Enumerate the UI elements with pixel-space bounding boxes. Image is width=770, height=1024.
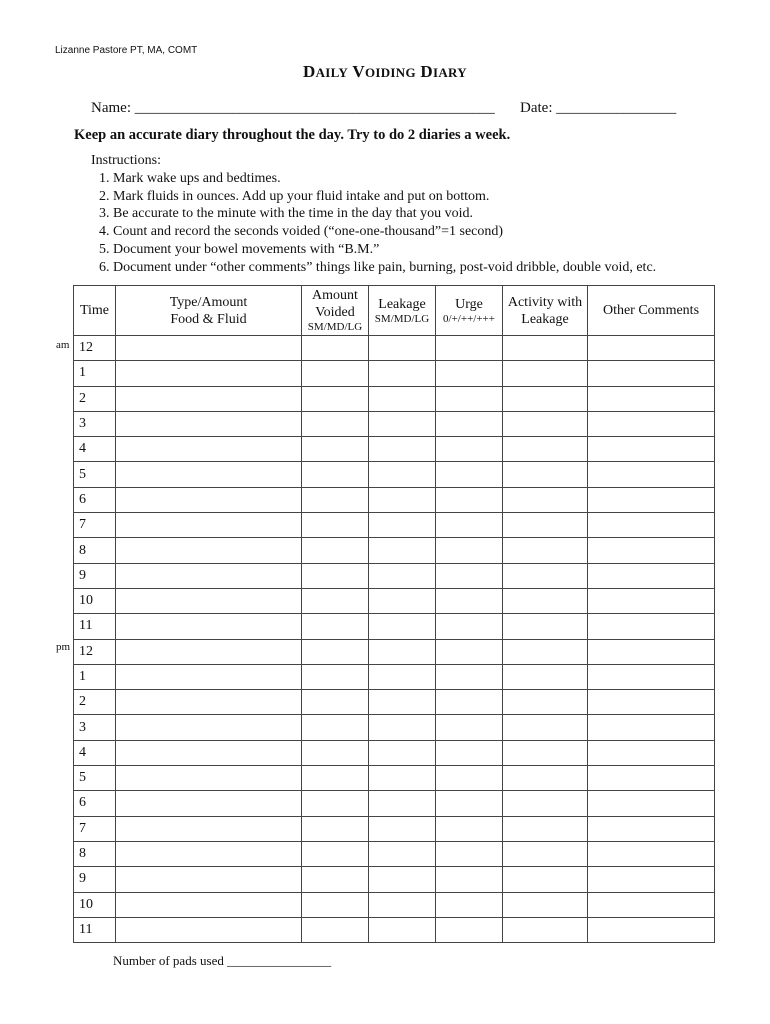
activity-cell[interactable] [503,386,588,411]
instruction-item: 6. Document under “other comments” things like pain, burning, post-void dribble, double void, etc. [113,259,656,277]
urge-cell[interactable] [436,917,503,942]
hour-cell: 9 [74,563,116,588]
other-comments-cell[interactable] [588,639,715,664]
instructions-heading: Instructions: [91,153,161,168]
hour-cell: 6 [74,487,116,512]
table-header-row [74,286,715,336]
type-amount-cell[interactable] [116,917,302,942]
other-comments-cell[interactable] [588,841,715,866]
leakage-cell[interactable] [369,361,436,386]
urge-cell[interactable] [436,715,503,740]
hour-cell: 4 [74,437,116,462]
type-amount-cell[interactable] [116,816,302,841]
leakage-cell[interactable] [369,664,436,689]
amount-voided-cell[interactable] [302,437,369,462]
type-amount-cell[interactable] [116,740,302,765]
activity-cell[interactable] [503,841,588,866]
table-row [74,791,715,816]
amount-voided-cell[interactable] [302,639,369,664]
col-activity: Activity with Leakage [503,286,588,336]
other-comments-cell[interactable] [588,892,715,917]
type-amount-cell[interactable] [116,487,302,512]
type-amount-cell[interactable] [116,766,302,791]
pads-used-field[interactable]: Number of pads used ________________ [113,953,332,968]
activity-cell[interactable] [503,639,588,664]
urge-cell[interactable] [436,361,503,386]
type-amount-cell[interactable] [116,538,302,563]
amount-voided-cell[interactable] [302,892,369,917]
author-credit: Lizanne Pastore PT, MA, COMT [55,45,198,56]
activity-cell[interactable] [503,361,588,386]
col-time: Time [74,286,116,336]
activity-cell[interactable] [503,563,588,588]
amount-voided-cell[interactable] [302,715,369,740]
table-row [74,336,715,361]
other-comments-cell[interactable] [588,386,715,411]
table-row [74,361,715,386]
urge-cell[interactable] [436,690,503,715]
amount-voided-cell[interactable] [302,588,369,613]
other-comments-cell[interactable] [588,715,715,740]
other-comments-cell[interactable] [588,487,715,512]
amount-voided-cell[interactable] [302,336,369,361]
pm-label: pm [56,641,71,653]
table-row [74,538,715,563]
hour-cell: 9 [74,867,116,892]
other-comments-cell[interactable] [588,664,715,689]
instruction-item: 2. Mark fluids in ounces. Add up your fluid intake and put on bottom. [113,188,656,206]
voiding-diary-table [73,285,715,943]
instruction-item: 3. Be accurate to the minute with the time in the day that you void. [113,205,656,223]
table-row [74,411,715,436]
other-comments-cell[interactable] [588,614,715,639]
type-amount-cell[interactable] [116,715,302,740]
table-row [74,892,715,917]
hour-cell: 1 [74,664,116,689]
leakage-cell[interactable] [369,892,436,917]
hour-cell: 2 [74,386,116,411]
leakage-cell[interactable] [369,740,436,765]
urge-cell[interactable] [436,639,503,664]
page-title: DAILY VOIDING DIARY [303,62,467,81]
type-amount-cell[interactable] [116,867,302,892]
table-row [74,690,715,715]
activity-cell[interactable] [503,437,588,462]
urge-cell[interactable] [436,614,503,639]
type-amount-cell[interactable] [116,892,302,917]
hour-cell: 3 [74,715,116,740]
leakage-cell[interactable] [369,791,436,816]
other-comments-cell[interactable] [588,588,715,613]
type-amount-cell[interactable] [116,513,302,538]
leakage-cell[interactable] [369,513,436,538]
hour-cell: 12 [74,639,116,664]
table-row [74,462,715,487]
leakage-cell[interactable] [369,563,436,588]
leakage-cell[interactable] [369,766,436,791]
activity-cell[interactable] [503,513,588,538]
table-row [74,639,715,664]
activity-cell[interactable] [503,336,588,361]
other-comments-cell[interactable] [588,513,715,538]
leakage-cell[interactable] [369,386,436,411]
leakage-cell[interactable] [369,639,436,664]
table-body [74,336,715,943]
table-row [74,513,715,538]
activity-cell[interactable] [503,664,588,689]
amount-voided-cell[interactable] [302,538,369,563]
hour-cell: 11 [74,917,116,942]
urge-cell[interactable] [436,791,503,816]
other-comments-cell[interactable] [588,437,715,462]
hour-cell: 7 [74,816,116,841]
am-label: am [56,339,70,351]
leakage-cell[interactable] [369,462,436,487]
other-comments-cell[interactable] [588,867,715,892]
activity-cell[interactable] [503,740,588,765]
col-type-amount: Type/Amount Food & Fluid [116,286,302,336]
name-field[interactable]: Name: ________________________________________________ [91,100,495,116]
activity-cell[interactable] [503,588,588,613]
amount-voided-cell[interactable] [302,614,369,639]
other-comments-cell[interactable] [588,816,715,841]
date-field[interactable]: Date: ________________ [520,100,677,116]
activity-cell[interactable] [503,715,588,740]
amount-voided-cell[interactable] [302,513,369,538]
type-amount-cell[interactable] [116,664,302,689]
table-row [74,437,715,462]
other-comments-cell[interactable] [588,538,715,563]
leakage-cell[interactable] [369,538,436,563]
hour-cell: 10 [74,892,116,917]
other-comments-cell[interactable] [588,336,715,361]
urge-cell[interactable] [436,588,503,613]
amount-voided-cell[interactable] [302,386,369,411]
hour-cell: 12 [74,336,116,361]
table-row [74,614,715,639]
col-other-comments: Other Comments [588,286,715,336]
hour-cell: 3 [74,411,116,436]
amount-voided-cell[interactable] [302,487,369,512]
hour-cell: 7 [74,513,116,538]
amount-voided-cell[interactable] [302,791,369,816]
instructions-block [91,152,656,277]
type-amount-cell[interactable] [116,639,302,664]
amount-voided-cell[interactable] [302,563,369,588]
activity-cell[interactable] [503,867,588,892]
table-row [74,766,715,791]
hour-cell: 6 [74,791,116,816]
amount-voided-cell[interactable] [302,740,369,765]
leakage-cell[interactable] [369,816,436,841]
urge-cell[interactable] [436,816,503,841]
urge-cell[interactable] [436,462,503,487]
leakage-cell[interactable] [369,437,436,462]
other-comments-cell[interactable] [588,917,715,942]
type-amount-cell[interactable] [116,462,302,487]
instructions-list [91,170,656,277]
activity-cell[interactable] [503,411,588,436]
hour-cell: 11 [74,614,116,639]
activity-cell[interactable] [503,614,588,639]
activity-cell[interactable] [503,538,588,563]
urge-cell[interactable] [436,664,503,689]
type-amount-cell[interactable] [116,437,302,462]
type-amount-cell[interactable] [116,841,302,866]
urge-cell[interactable] [436,892,503,917]
type-amount-cell[interactable] [116,563,302,588]
table-row [74,386,715,411]
type-amount-cell[interactable] [116,791,302,816]
leakage-cell[interactable] [369,588,436,613]
activity-cell[interactable] [503,766,588,791]
amount-voided-cell[interactable] [302,917,369,942]
col-leakage: Leakage SM/MD/LG [369,286,436,336]
type-amount-cell[interactable] [116,690,302,715]
table-row [74,917,715,942]
other-comments-cell[interactable] [588,766,715,791]
amount-voided-cell[interactable] [302,664,369,689]
table-row [74,563,715,588]
table-row [74,664,715,689]
type-amount-cell[interactable] [116,386,302,411]
other-comments-cell[interactable] [588,740,715,765]
table-row [74,715,715,740]
amount-voided-cell[interactable] [302,841,369,866]
table-row [74,841,715,866]
urge-cell[interactable] [436,386,503,411]
urge-cell[interactable] [436,538,503,563]
keep-instruction: Keep an accurate diary throughout the day. Try to do 2 diaries a week. [74,127,511,143]
activity-cell[interactable] [503,690,588,715]
leakage-cell[interactable] [369,715,436,740]
activity-cell[interactable] [503,487,588,512]
leakage-cell[interactable] [369,690,436,715]
hour-cell: 4 [74,740,116,765]
hour-cell: 5 [74,766,116,791]
other-comments-cell[interactable] [588,361,715,386]
table-row [74,487,715,512]
table-row [74,740,715,765]
urge-cell[interactable] [436,513,503,538]
leakage-cell[interactable] [369,867,436,892]
type-amount-cell[interactable] [116,411,302,436]
activity-cell[interactable] [503,462,588,487]
leakage-cell[interactable] [369,411,436,436]
leakage-cell[interactable] [369,614,436,639]
urge-cell[interactable] [436,487,503,512]
type-amount-cell[interactable] [116,614,302,639]
activity-cell[interactable] [503,892,588,917]
amount-voided-cell[interactable] [302,766,369,791]
amount-voided-cell[interactable] [302,690,369,715]
activity-cell[interactable] [503,917,588,942]
amount-voided-cell[interactable] [302,816,369,841]
urge-cell[interactable] [436,740,503,765]
urge-cell[interactable] [436,336,503,361]
other-comments-cell[interactable] [588,462,715,487]
leakage-cell[interactable] [369,917,436,942]
type-amount-cell[interactable] [116,361,302,386]
leakage-cell[interactable] [369,487,436,512]
type-amount-cell[interactable] [116,336,302,361]
urge-cell[interactable] [436,437,503,462]
urge-cell[interactable] [436,766,503,791]
hour-cell: 8 [74,538,116,563]
leakage-cell[interactable] [369,336,436,361]
col-amount-voided: Amount Voided SM/MD/LG [302,286,369,336]
urge-cell[interactable] [436,841,503,866]
hour-cell: 10 [74,588,116,613]
activity-cell[interactable] [503,816,588,841]
other-comments-cell[interactable] [588,690,715,715]
urge-cell[interactable] [436,563,503,588]
type-amount-cell[interactable] [116,588,302,613]
hour-cell: 2 [74,690,116,715]
other-comments-cell[interactable] [588,411,715,436]
instruction-item: 1. Mark wake ups and bedtimes. [113,170,656,188]
other-comments-cell[interactable] [588,563,715,588]
hour-cell: 8 [74,841,116,866]
amount-voided-cell[interactable] [302,411,369,436]
instruction-item: 4. Count and record the seconds voided (“one-one-thousand”=1 second) [113,223,656,241]
table-row [74,588,715,613]
hour-cell: 1 [74,361,116,386]
urge-cell[interactable] [436,867,503,892]
other-comments-cell[interactable] [588,791,715,816]
amount-voided-cell[interactable] [302,867,369,892]
col-urge: Urge 0/+/++/+++ [436,286,503,336]
table-row [74,867,715,892]
hour-cell: 5 [74,462,116,487]
urge-cell[interactable] [436,411,503,436]
activity-cell[interactable] [503,791,588,816]
instruction-item: 5. Document your bowel movements with “B.M.” [113,241,656,259]
amount-voided-cell[interactable] [302,462,369,487]
table-row [74,816,715,841]
amount-voided-cell[interactable] [302,361,369,386]
leakage-cell[interactable] [369,841,436,866]
